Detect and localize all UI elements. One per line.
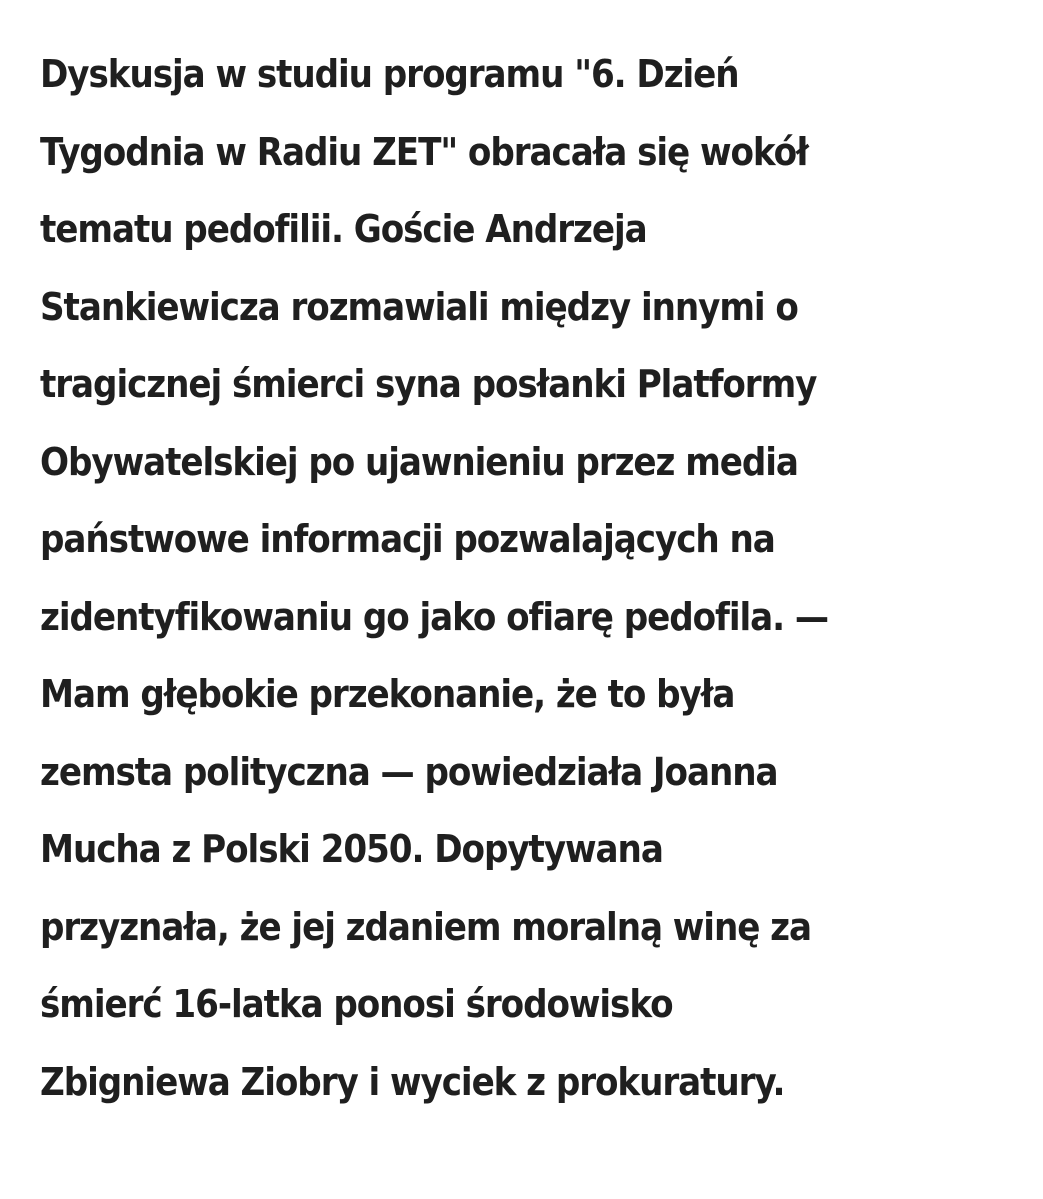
paragraph-line: Dyskusja w studiu programu "6. Dzień (40, 52, 739, 96)
article-paragraph (40, 36, 1030, 1121)
paragraph-line: Mucha z Polski 2050. Dopytywana (40, 827, 663, 871)
paragraph-line: Tygodnia w Radiu ZET" obracała się wokół (40, 129, 808, 174)
paragraph-line: zemsta polityczna — powiedziała Joanna (40, 749, 778, 794)
paragraph-line: państwowe informacji pozwalających na (40, 517, 775, 561)
paragraph-line: Stankiewicza rozmawiali między innymi o (40, 284, 798, 329)
paragraph-line: tematu pedofilii. Goście Andrzeja (40, 207, 647, 251)
paragraph-line: Zbigniewa Ziobry i wyciek z prokuratury. (40, 1059, 785, 1104)
paragraph-line: Obywatelskiej po ujawnieniu przez media (40, 439, 798, 484)
paragraph-line: tragicznej śmierci syna posłanki Platformy (40, 362, 817, 406)
paragraph-line: śmierć 16-latka ponosi środowisko (40, 982, 673, 1026)
paragraph-line: Mam głębokie przekonanie, że to była (40, 672, 735, 716)
paragraph-line: zidentyfikowaniu go jako ofiarę pedofila. — (40, 594, 828, 639)
paragraph-line: przyznała, że jej zdaniem moralną winę za (40, 904, 811, 949)
